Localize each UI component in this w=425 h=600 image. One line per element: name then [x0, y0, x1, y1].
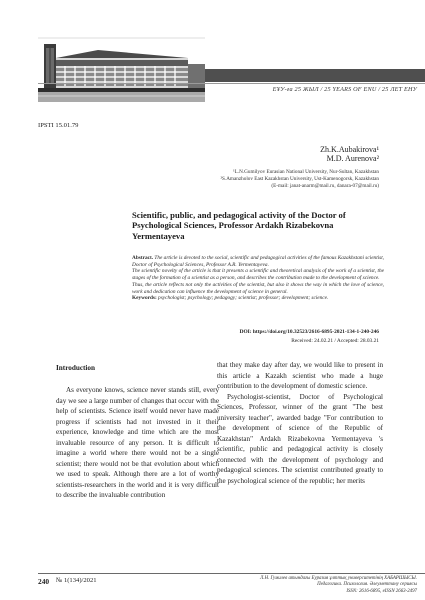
- anniversary-banner-text: ЕҰУ-ға 25 ЖЫЛ / 25 YEARS OF ENU / 25 ЛЕТ ЕНУ: [272, 86, 417, 93]
- header-rule: [205, 83, 425, 84]
- abstract-text-3: Thus, the article reflects not only the activities of the scientist, but also it shows the way in which the love of science, work and dedication can influence the development of science in general.: [132, 281, 384, 295]
- journal-series: Педагогика. Психология. Әлеуметтану сериясы: [317, 582, 417, 588]
- body-paragraph: Psychologist-scientist, Doctor of Psychological Sciences, Professor, winner of the grant "The best university teacher", awarded badge "For contribution to the development of science of the Republic of Kazakhstan" Ardakh Rizabekovna Yermentayeva 's scientific, public and pedagogical activity is closely connected with the development of psychology and pedagogical sciences. The scientist contributed greatly to the psychological science of the republic; her merits: [217, 392, 383, 485]
- body-paragraph: As everyone knows, science never stands still, every day we see a large number of changes that occur with the help of scientists. Science itself would never have made progress if scientists had not invested in it their experience, knowledge and time which are the most invaluable resource of any person. It is difficult to imagine a world where there would not be a single scientist; there would not be that evolution about which we used to speak. Although there are a lot of worthy scientists-researchers in the world and it is very difficult to describe the invaluable contribution: [56, 386, 219, 499]
- body-column-right: [217, 360, 383, 486]
- body-column-left: [56, 385, 219, 501]
- doi-link[interactable]: DOI: https://doi.org/10.32523/2616-6895-2021-134-1-240-246: [239, 329, 379, 335]
- journal-info: [260, 576, 417, 595]
- affiliation-1: ¹L.N.Gumilyov Eurasian National University, Nur-Sultan, Kazakhstan: [233, 169, 379, 175]
- article-title: Scientific, public, and pedagogical activity of the Doctor of Psychological Sciences, Professor Ardakh Rizabekovna Yermentayeva: [132, 210, 346, 241]
- irstil-code: IPSTI 15.01.79: [38, 122, 79, 129]
- footer-rule: [38, 573, 425, 574]
- header-rule-left: [38, 83, 205, 84]
- page-number: 240: [38, 577, 50, 586]
- received-accepted-dates: Received: 24.02.21 / Accepted: 28.03.21: [291, 338, 379, 344]
- introduction-heading: Introduction: [56, 364, 96, 372]
- keywords-label: Keywords:: [132, 295, 157, 302]
- journal-issn: ISSN: 2616-6895, eISSN 2663-2497: [346, 588, 417, 594]
- author-1: Zh.K.Aubakirova¹: [320, 145, 379, 154]
- university-building-logo: [38, 36, 205, 102]
- keywords-text: psychologist; psychology; pedagogy; scientist; professor; development; science.: [158, 295, 329, 302]
- author-emails: (E-mail: janat-anarm@mail.ru, danara-07@mail.ru): [271, 183, 379, 189]
- abstract-text-1: The article is devoted to the social, scientific and pedagogical activities of the famous Kazakhstani scientist, Doctor of Psychological Sciences, Professor A.R. Yermentayeva.: [132, 255, 384, 268]
- body-paragraph: that they make day after day, we would like to present in this article a Kazakh scientist who made a huge contribution to the development of domestic science.: [217, 361, 383, 390]
- issue-number: № 1(134)/2021: [56, 577, 97, 584]
- abstract-block: [132, 255, 384, 302]
- affiliation-2: ²S.Amanzholov East Kazakhstan University, Ust-Kamenogorsk, Kazakhstan: [220, 176, 379, 182]
- abstract-label: Abstract.: [132, 255, 154, 261]
- header-banner-bar: [205, 69, 425, 82]
- abstract-text-2: The scientific novelty of the article is that it presents a scientific and theoretical analysis of the work of a scientist, the stages of the formation of a scientist as a person, and describes the contribution made to the development of science.: [132, 268, 384, 282]
- journal-name: Л.Н. Гумилев атындағы Еуразия ұлттық университетінің ХАБАРШЫСЫ.: [259, 576, 417, 581]
- author-2: M.D. Aurenova²: [326, 154, 379, 163]
